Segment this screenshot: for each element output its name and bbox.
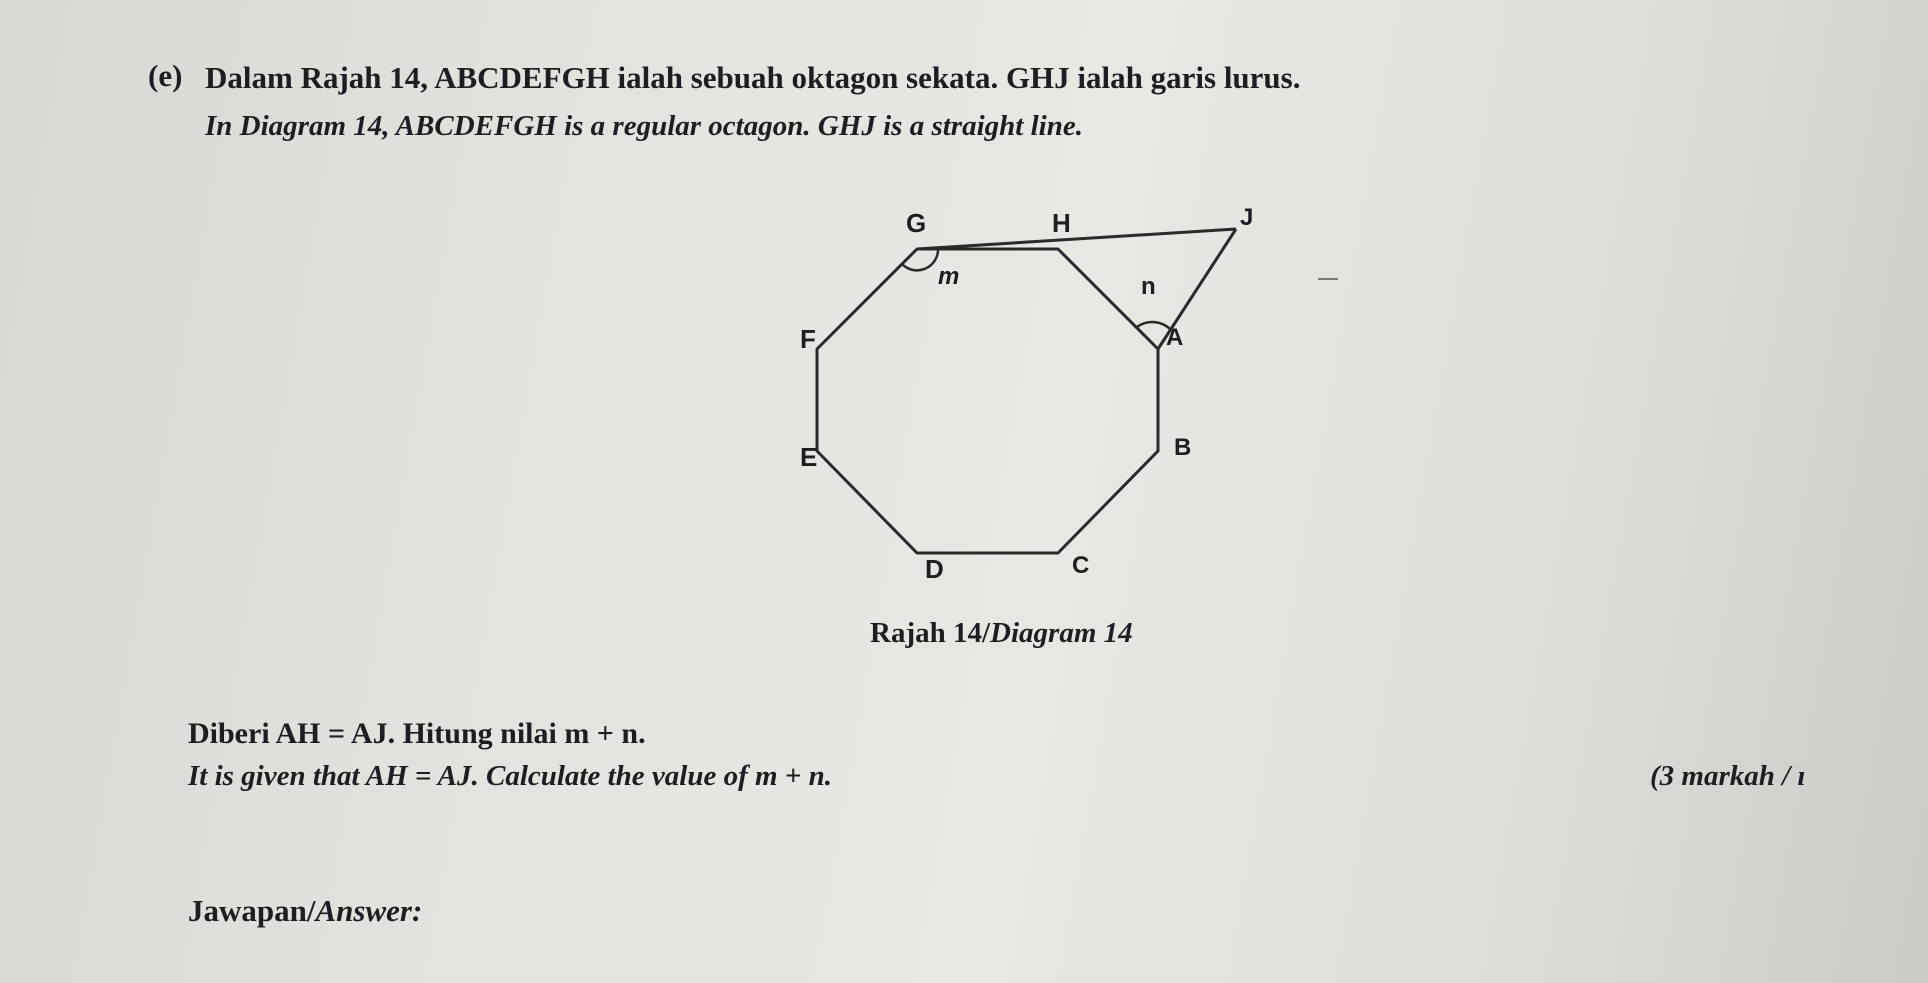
angle-label-m: m — [938, 263, 960, 290]
vertex-label-f: F — [800, 324, 816, 354]
answer-label — [188, 893, 422, 929]
vertex-label-e: E — [800, 442, 818, 472]
caption-malay: Rajah 14/ — [870, 617, 991, 649]
answer-label-english: Answer: — [315, 893, 423, 928]
octagon-shape — [817, 249, 1158, 553]
answer-label-malay: Jawapan/ — [188, 893, 316, 928]
line-gj — [917, 229, 1236, 249]
diagram-caption — [870, 617, 1133, 650]
vertex-label-a: A — [1166, 324, 1184, 351]
marks-allocation: (3 markah / ı — [1650, 760, 1806, 792]
vertex-label-c: C — [1072, 552, 1090, 579]
vertex-label-h: H — [1052, 208, 1071, 238]
vertex-label-d: D — [925, 554, 944, 584]
vertex-label-b: B — [1174, 434, 1192, 461]
stray-pencil-mark — [1318, 278, 1338, 280]
question-label: (e) — [148, 58, 183, 93]
given-text-english: It is given that AH = AJ. Calculate the value of m + n. — [188, 760, 832, 792]
octagon-diagram — [760, 195, 1280, 595]
question-text-english: In Diagram 14, ABCDEFGH is a regular octagon. GHJ is a straight line. — [205, 110, 1083, 142]
vertex-label-j: J — [1240, 204, 1254, 231]
caption-english: Diagram 14 — [990, 617, 1133, 649]
question-text-malay: Dalam Rajah 14, ABCDEFGH ialah sebuah oktagon sekata. GHJ ialah garis lurus. — [205, 60, 1301, 95]
vertex-label-g: G — [906, 208, 927, 238]
angle-label-n: n — [1141, 273, 1156, 300]
given-text-malay: Diberi AH = AJ. Hitung nilai m + n. — [188, 717, 646, 750]
